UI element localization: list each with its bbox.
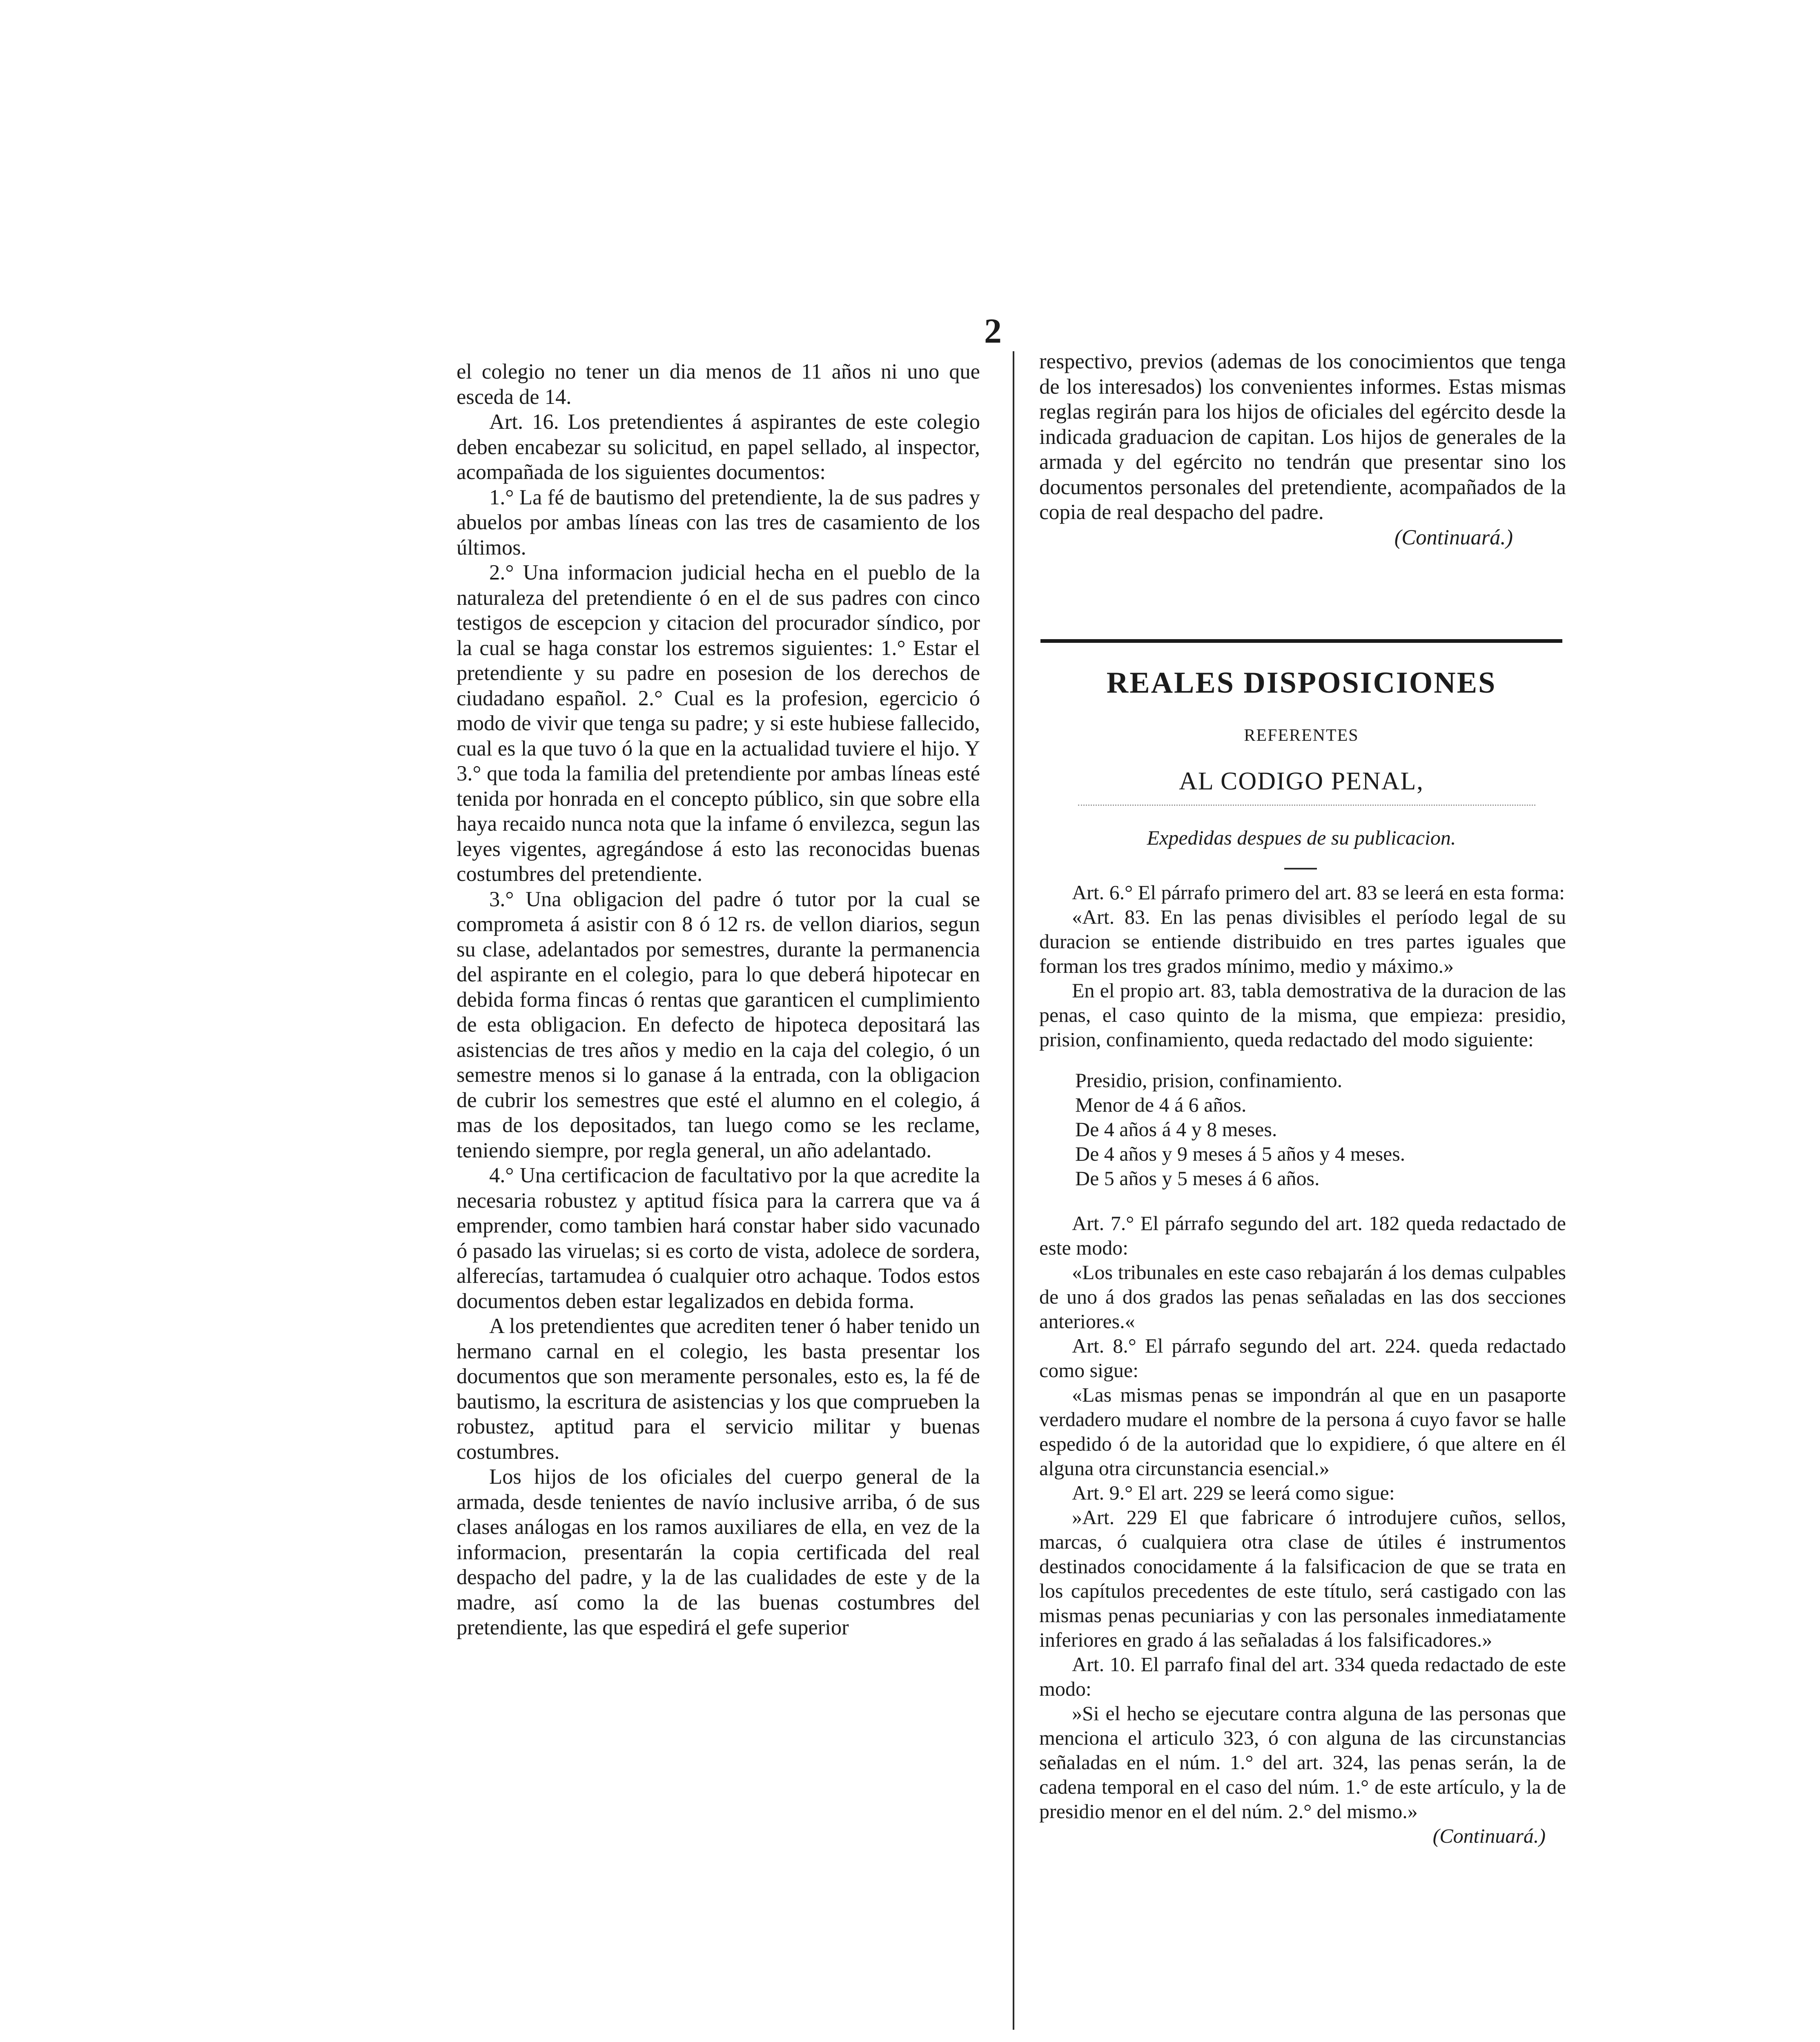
paragraph: respectivo, previos (ademas de los conocimientos que tenga de los interesados) los convenientes informes. Estas mismas reglas regirán para los hijos de oficiales del egército desde la indicada graduacion de capitan. Los hijos de generales de la armada y del egército no tendrán que presentar sino los documentos personales del pretendiente, acompañados de la copia de real despacho del padre.: [1039, 350, 1566, 524]
right-column-articles: [1039, 880, 1566, 1848]
table-line: De 4 años á 4 y 8 meses.: [1075, 1118, 1277, 1141]
section-subtitle: AL CODIGO PENAL,: [1179, 767, 1424, 795]
quote: «Las mismas penas se impondrán al que en un pasaporte verdadero mudare el nombre de la persona á cuyo favor se halle espedido ó de la autoridad que lo expidiere, ó que altere en él alguna otra circunstancia esencial.»: [1039, 1383, 1566, 1480]
paragraph-art-8: Art. 8.° El párrafo segundo del art. 224. queda redactado como sigue:: [1039, 1334, 1566, 1382]
short-rule: [1284, 868, 1317, 869]
table-line: Menor de 4 á 6 años.: [1075, 1093, 1247, 1116]
quote: »Art. 229 El que fabricare ó introdujere cuños, sellos, marcas, ó cualquiera otra clase de útiles é instrumentos destinados conocidamente á la falsificacion de que se trata en los capítulos precedentes de este título, será castigado con las mismas penas pecuniarias y con las personales inmediatamente inferiores en grado á las señaladas á los falsificadores.»: [1039, 1506, 1566, 1651]
continuara-note: (Continuará.): [1394, 525, 1513, 549]
paragraph-item-3: 3.° Una obligacion del padre ó tutor por la cual se comprometa á asistir con 8 ó 12 rs. de vellon diarios, segun su clase, adelantados por semestres, durante la permanencia del aspirante en el colegio, para lo que deberá hipotecar en debida forma fincas ó rentas que garanticen el cumplimiento de esta obligacion. En defecto de hipoteca depositará las asistencias de tres años y medio en la caja del colegio, ó un semestre menos si lo ganase á la entrada, con la obligacion de cubrir los semestres que esté el alumno en el colegio, á mas de los depositados, tan luego como se les reclame, teniendo siempre, por regla general, un año adelantado.: [457, 887, 980, 1162]
section-subtitle: REFERENTES: [1244, 726, 1359, 745]
penalty-table: [1075, 1068, 1566, 1190]
continuara-note: (Continuará.): [1432, 1824, 1546, 1847]
quote: «Los tribunales en este caso rebajarán á los demas culpables de uno á dos grados las penas señaladas en las dos secciones anteriores.«: [1039, 1261, 1566, 1333]
right-column-top: [1039, 349, 1566, 550]
table-line: Presidio, prision, confinamiento.: [1075, 1069, 1343, 1092]
paragraph: Los hijos de los oficiales del cuerpo general de la armada, desde tenientes de navío inclusive arriba, ó de sus clases análogas en los ramos auxiliares de ella, en vez de la informacion, presentarán la copia certificada del real despacho del padre, y la de las cualidades de este y de la madre, así como la de las buenas costumbres del pretendiente, las que espedirá el gefe superior: [457, 1465, 980, 1639]
paragraph: En el propio art. 83, tabla demostrativa de la duracion de las penas, el caso quinto de la misma, que empieza: presidio, prision, confinamiento, queda redactado del modo siguiente:: [1039, 979, 1566, 1051]
section-note: Expedidas despues de su publicacion.: [1147, 826, 1456, 849]
table-line: De 4 años y 9 meses á 5 años y 4 meses.: [1075, 1142, 1406, 1165]
column-divider: [1013, 351, 1014, 2030]
quote: «Art. 83. En las penas divisibles el período legal de su duracion se entiende distribuido en tres partes iguales que forman los tres grados mínimo, medio y máximo.»: [1039, 905, 1566, 977]
paragraph-art-9: Art. 9.° El art. 229 se leerá como sigue:: [1072, 1481, 1395, 1504]
quote: »Si el hecho se ejecutare contra alguna de las personas que menciona el articulo 323, ó con alguna de las circunstancias señaladas en el núm. 1.° del art. 324, las penas serán, la de cadena temporal en el caso del núm. 1.° de este artículo, y la de presidio menor en el del núm. 2.° del mismo.»: [1039, 1702, 1566, 1823]
paragraph-art-7: Art. 7.° El párrafo segundo del art. 182 queda redactado de este modo:: [1039, 1212, 1566, 1259]
section-rule: [1040, 639, 1562, 643]
paragraph: el colegio no tener un dia menos de 11 años ni uno que esceda de 14.: [457, 360, 980, 409]
paragraph-art-16: Art. 16. Los pretendientes á aspirantes de este colegio deben encabezar su solicitud, en papel sellado, al inspector, acompañada de los siguientes documentos:: [457, 410, 980, 484]
paragraph-art-10: Art. 10. El parrafo final del art. 334 queda redactado de este modo:: [1039, 1653, 1566, 1700]
page-number: 2: [984, 311, 1002, 350]
paragraph: A los pretendientes que acrediten tener ó haber tenido un hermano carnal en el colegio, les basta presentar los documentos que son meramente personales, esto es, la fé de bautismo, la escritura de asistencias y los que comprueben la robustez, aptitud para el servicio militar y buenas costumbres.: [457, 1314, 980, 1464]
dotted-rule: [1078, 805, 1535, 806]
table-line: De 5 años y 5 meses á 6 años.: [1075, 1167, 1320, 1190]
left-column: [457, 359, 980, 1641]
paragraph-item-2: 2.° Una informacion judicial hecha en el pueblo de la naturaleza del pretendiente ó en el de sus padres con cinco testigos de escepcion y citacion del procurador síndico, por la cual se haga constar los estremos siguientes: 1.° Estar el pretendiente y su padre en posesion de los derechos de ciudadano español. 2.° Cual es la profesion, egercicio ó modo de vivir que tenga su padre; y si este hubiese fallecido, cual es la que tuvo ó la que en la actualidad tuviere el hijo. Y 3.° que toda la familia del pretendiente por ambas líneas esté tenida por honrada en el concepto público, sin que sobre ella haya recaido nunca nota que la infame ó envilezca, segun las leyes vigentes, agregándose á esto las reconocidas buenas costumbres del pretendiente.: [457, 561, 980, 886]
section-title: REALES DISPOSICIONES: [1106, 666, 1497, 700]
paragraph-item-4: 4.° Una certificacion de facultativo por la que acredite la necesaria robustez y aptitud física para la carrera que va á emprender, como tambien hará constar haber sido vacunado ó pasado las viruelas; si es corto de vista, adolece de sordera, alferecías, tartamudea ó cualquier otro achaque. Todos estos documentos deben estar legalizados en debida forma.: [457, 1164, 980, 1313]
paragraph-item-1: 1.° La fé de bautismo del pretendiente, la de sus padres y abuelos por ambas líneas con las tres de casamiento de los últimos.: [457, 485, 980, 560]
paragraph-art-6: Art. 6.° El párrafo primero del art. 83 se leerá en esta forma:: [1072, 881, 1565, 904]
